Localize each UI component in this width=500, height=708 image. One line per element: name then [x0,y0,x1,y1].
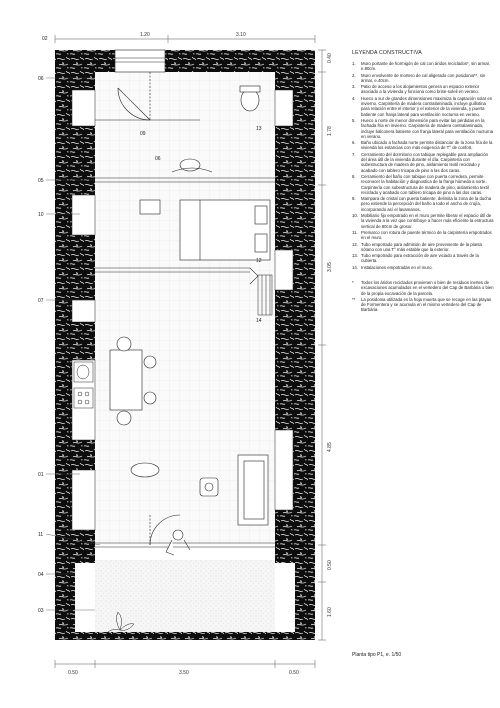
callout-09: 09 [140,131,146,137]
drawing-caption: Planta tipo P1, e. 1/50 [352,652,402,658]
dim-right-3: 3.05 [327,262,333,272]
legend-item [352,118,494,139]
legend-num: 4. [352,95,356,101]
patio-floor [95,560,275,635]
legend-num: 1. [352,61,356,66]
legend-text: Mampara de cristal con puerta batiente, delimita la zona de la ducha pero extiende la percepción del baño a todo el ancho de crujía, incorporando así el lavamanos. [361,196,492,212]
legend-item [352,230,494,241]
dim-bottom-2: 3.50 [179,670,189,676]
legend-item [352,152,494,173]
legend-list [352,61,494,270]
legend-note [352,297,494,313]
legend-num: 5. [352,117,356,123]
legend-text: Instalaciones empotradas en el muro. [361,264,433,270]
legend-item [352,265,494,270]
legend-item [352,140,494,151]
note-text: Todos los áridos reciclados provienen o bien de residuos inertes de excavaciones acumulados en el vertedero del Cap de Barbària o bien de la propia excavación de la parcela. [361,279,494,296]
legend-text: Tubo empotrado para admisión de aire proveniente de la planta sótano con una T° más estable que la exterior. [361,241,482,252]
dim-right-6: 1.60 [327,607,333,617]
dim-top-2: 3.10 [236,32,246,38]
callout-12: 12 [256,258,262,264]
label-03: 03 [38,608,44,614]
legend-item [352,73,494,84]
legend-num: 14. [352,264,358,270]
legend-item [352,242,494,253]
legend-text: Hueco a sur de grandes dimensiones maximiza la captación solar en invierno. Carpintería de madera contralaminada, incluye guillotina para relación entre el interior y el exterior de la vivienda, y puerta batiente con franja lateral para ventilación nocturna en verano. [361,95,493,117]
dim-right-2: 1.78 [327,126,333,136]
callout-14: 14 [256,318,262,324]
legend-num: 8. [352,173,356,179]
dim-bottom-1: 0.50 [68,670,78,676]
legend-text: Cerramiento del baño con tabique con puerta corredera, permite reconocer la habitación y diagnostica de la franja húmeda a norte. Carpintería con subestructura de madera de pino, aislamiento textil reciclado y acabado con tablero tricapa de pino a las dos caras. [361,173,489,195]
label-05: 05 [38,178,44,184]
dim-right-4: 4.85 [327,442,333,452]
label-01: 01 [38,472,44,478]
legend-num: 2. [352,72,356,78]
legend-text: Muro portante de hormigón de cal con áridos reciclados*, sin armar, e.80cm. [361,61,490,72]
legend-text: Hueco a norte de menor dimensión para evitar las pérdidas en la fachada fría en invierno. Carpintería de madera contralaminada, incluye balconera batiente con franja lateral para ventilación nocturna en verano. [361,117,494,139]
north-window [115,50,165,72]
legend-item [352,213,494,229]
dim-right-5: 0.50 [327,560,333,570]
label-11: 11 [38,532,44,538]
construction-legend [352,50,494,314]
legend-text: Premarco con rotura de puente térmico de la carpintería empotrados en el muro. [361,229,492,241]
legend-title: LEYENDA CONSTRUCTIVA [352,50,422,56]
legend-num: 11. [352,229,358,235]
callout-13-top: 13 [256,126,262,132]
legend-num: 10. [352,213,358,219]
dim-right-1: 0.40 [327,53,333,63]
label-07: 07 [38,298,44,304]
callout-06: 06 [155,156,161,162]
legend-text: Muro envolvente de mortero de cal aligerado con posidonia**, sin armar, e.40cm. [361,72,486,83]
legend-num: 12. [352,241,358,247]
legend-text: Baño ubicado a fachada norte permite distanciar de la zona fría de la vivienda los estancias con más exigencia de T° de confort. [361,140,493,151]
legend-text: Tubo empotrado para extracción de aire viciado a través de la cubierta. [361,253,479,264]
dim-top-1: 1.20 [140,32,150,38]
callout-1: 1 [296,454,299,460]
label-02: 02 [42,36,48,42]
note-mark: * [352,279,354,285]
legend-item [352,253,494,264]
note-text: La posidonia utilizada es la hoja muerta que se recoge en las playas de Formentera y se acumula en el mismo vertedero del Cap de Barbària. [361,296,492,313]
legend-note [352,280,494,296]
label-10: 10 [38,212,44,218]
legend-item [352,174,494,195]
legend-text: Patio de acceso a los alojamientos genera un espacio exterior asociado a la vivienda y funciona como brise-soleil en verano. [361,84,480,95]
legend-num: 3. [352,84,356,90]
legend-num: 7. [352,151,356,157]
legend-item [352,196,494,212]
dim-bottom-3: 0.50 [289,670,299,676]
label-06: 06 [38,76,44,82]
legend-num: 6. [352,140,356,146]
legend-notes [352,280,494,313]
legend-num: 9. [352,196,356,202]
legend-num: 13. [352,253,358,259]
legend-item [352,96,494,117]
legend-item [352,61,494,72]
legend-text: Cerramiento del dormitorio con tabique replegable para ampliación del área útil de la vivienda durante el día. Carpintería con subestructura de madera de pino, aislamiento textil reciclado y acabado con tablero tricapa de pino a las dos caras. [361,151,489,173]
label-04: 04 [38,572,44,578]
legend-item [352,84,494,95]
note-mark: ** [352,296,356,302]
legend-text: Mobiliario fijo empotrado en el muro permite liberar el espacio útil de la vivienda a la vez que contribuye a hacer más eficiente la estructura vertical de 80cm de grosor. [361,213,494,229]
